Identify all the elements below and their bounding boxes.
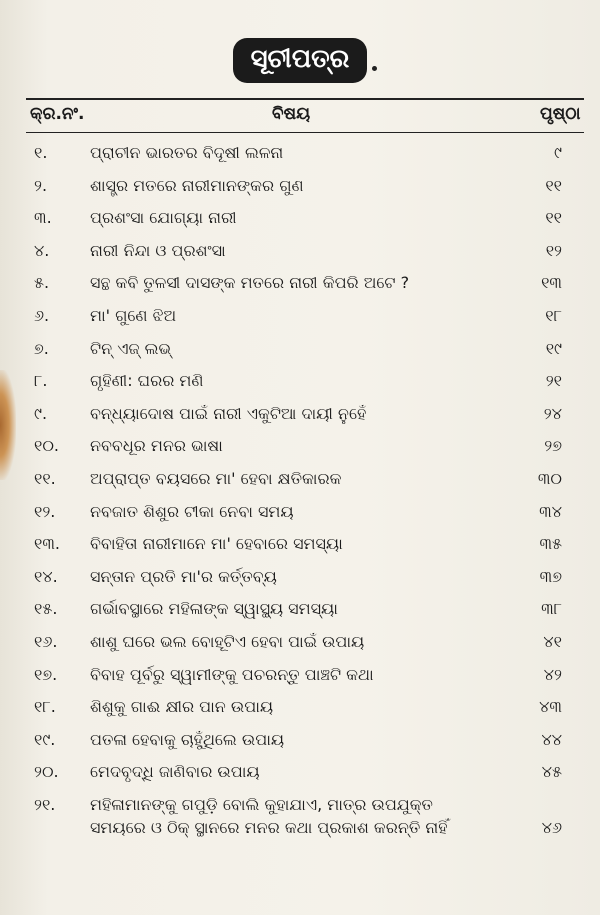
row-subject: ସନ୍ତାନ ପ୍ରତି ମା'ର କର୍ତ୍ତବ୍ୟ <box>90 566 277 586</box>
row-number: ୨୧. <box>34 795 56 814</box>
row-subject: ଅପ୍ରାପ୍ତ ବୟସରେ ମା' ହେବା କ୍ଷତିକାରକ <box>90 469 342 488</box>
table-row <box>0 436 600 468</box>
header-rule <box>26 132 584 133</box>
row-number: ୯. <box>34 403 48 423</box>
row-subject: ଗୃହିଣୀ: ଘରର ମଣି <box>90 371 204 391</box>
row-page: ୧୩ <box>541 273 562 293</box>
row-subject: ବିବାହିତା ନାରୀମାନେ ମା' ହେବାରେ ସମସ୍ୟା <box>90 534 343 554</box>
table-row <box>0 762 600 794</box>
row-subject: ପ୍ରଶଂସା ଯୋଗ୍ୟା ନାରୀ <box>90 208 237 228</box>
row-number: ୭. <box>34 338 49 358</box>
row-subject: ଗର୍ଭାବସ୍ଥାରେ ମହିଳାଙ୍କ ସ୍ୱାସ୍ଥ୍ୟ ସମସ୍ୟା <box>90 599 338 619</box>
row-number: ୧୯. <box>34 729 56 749</box>
row-subject: ନାରୀ ନିନ୍ଦା ଓ ପ୍ରଶଂସା <box>90 240 226 260</box>
row-number: ୧୫. <box>34 599 58 619</box>
row-21-continuation: ସମୟରେ ଓ ଠିକ୍ ସ୍ଥାନରେ ମନର କଥା ପ୍ରକାଶ କରନ୍ତି ନାହିଁ <box>90 818 448 837</box>
table-row <box>0 567 600 599</box>
row-number: ୧୮. <box>34 697 56 717</box>
row-21-page: ୪୬ <box>541 818 562 837</box>
row-number: ୬. <box>34 306 50 325</box>
row-page: ୪୧ <box>543 632 562 651</box>
row-page: ୩୮ <box>541 599 562 619</box>
header-page: ପୃଷ୍ଠା <box>540 104 581 124</box>
row-subject: ଟିନ୍ ଏଜ୍ ଲଭ୍ <box>90 338 172 358</box>
row-subject: ବିବାହ ପୂର୍ବରୁ ସ୍ୱାମୀଙ୍କୁ ପଚରନ୍ତୁ ପାଞ୍ଚଟି କଥା <box>90 664 374 684</box>
row-subject: ନବବଧୂର ମନର ଭାଷା <box>90 436 223 456</box>
row-page: ୨୧ <box>545 371 562 391</box>
table-row <box>0 730 600 762</box>
row-number: ୧୬. <box>34 632 58 651</box>
title-wrap <box>0 40 600 81</box>
row-page: ୩୦ <box>537 469 562 488</box>
row-page: ୨୪ <box>543 403 562 423</box>
row-number: ୩. <box>34 208 52 228</box>
table-row <box>0 339 600 371</box>
row-subject: ମା' ଗୁଣେ ଝିଅ <box>90 306 177 325</box>
table-row <box>0 502 600 534</box>
table-row <box>0 665 600 697</box>
row-subject: ଶାସ୍ତ୍ର ମତରେ ନାରୀମାନଙ୍କର ଗୁଣ <box>90 175 304 195</box>
header-number: କ୍ର.ନଂ. <box>30 104 85 124</box>
row-page: ୯ <box>554 143 562 162</box>
row-number: ୧୦. <box>34 436 60 456</box>
row-subject: ଶାଶୁ ଘରେ ଭଲ ବୋହୂଟିଏ ହେବା ପାଇଁ ଉପାୟ <box>90 632 365 651</box>
row-page: ୪୩ <box>539 697 562 717</box>
table-row <box>0 208 600 240</box>
row-subject: ଶିଶୁକୁ ଗାଈ କ୍ଷୀର ପାନ ଉପାୟ <box>90 697 274 717</box>
row-subject: ମେଦବୃଦ୍ଧି ଜାଣିବାର ଉପାୟ <box>90 762 260 782</box>
row-subject: ନବଜାତ ଶିଶୁର ଟୀକା ନେବା ସମୟ <box>90 501 294 521</box>
row-subject: ମହିଳାମାନଙ୍କୁ ଗପୁଡ଼ି ବୋଲି କୁହାଯାଏ, ମାତ୍ର ଉପଯୁକ୍ତ <box>90 795 433 814</box>
row-number: ୧୧. <box>34 469 56 488</box>
row-page: ୨୭ <box>544 436 562 456</box>
row-page: ୪୫ <box>541 762 562 782</box>
row-page: ୪୨ <box>543 664 562 684</box>
row-number: ୧୨. <box>34 501 56 521</box>
table-row <box>0 599 600 631</box>
table-row <box>0 143 600 175</box>
table-row <box>0 273 600 305</box>
row-number: ୧୩. <box>34 534 60 554</box>
row-page: ୧୨ <box>545 240 562 260</box>
table-row <box>0 306 600 338</box>
row-number: ୨୦. <box>34 762 59 782</box>
row-page: ୧୧ <box>545 208 562 228</box>
row-subject: ପ୍ରାଚୀନ ଭାରତର ବିଦୂଷୀ ଲଳନା <box>90 143 284 162</box>
table-row <box>0 176 600 208</box>
row-number: ୧୪. <box>34 566 58 586</box>
row-number: ୧୭. <box>34 664 58 684</box>
page-title: ସୂଚୀପତ୍ର <box>235 40 366 81</box>
row-page: ୪୪ <box>541 729 562 749</box>
row-page: ୧୧ <box>545 175 562 195</box>
row-number: ୪. <box>34 240 50 260</box>
table-row <box>0 371 600 403</box>
row-page: ୩୫ <box>539 534 562 554</box>
row-subject: ପତଳା ହେବାକୁ ଚାହୁଁଥିଲେ ଉପାୟ <box>90 729 285 749</box>
row-number: ୫. <box>34 273 50 293</box>
table-row <box>0 632 600 664</box>
row-number: ୧. <box>34 143 48 162</box>
header-subject: ବିଷୟ <box>272 104 311 124</box>
table-row <box>0 469 600 501</box>
table-row <box>0 241 600 273</box>
row-subject: ସନ୍ଥ କବି ତୁଳସୀ ଦାସଙ୍କ ମତରେ ନାରୀ କିପରି ଅଟେ ? <box>90 273 410 293</box>
title-dot <box>372 66 377 71</box>
row-number: ୨. <box>34 175 48 195</box>
row-page: ୧୮ <box>545 306 562 325</box>
top-rule <box>26 98 584 100</box>
table-row <box>0 697 600 729</box>
table-row <box>0 404 600 436</box>
row-number: ୮. <box>34 371 48 391</box>
row-page: ୧୯ <box>545 338 562 358</box>
table-row <box>0 534 600 566</box>
row-page: ୩୭ <box>539 566 562 586</box>
row-page: ୩୪ <box>539 501 562 521</box>
row-subject: ବନ୍ଧ୍ୟାଦୋଷ ପାଇଁ ନାରୀ ଏକୁଟିଆ ଦାୟୀ ନୁହେଁ <box>90 403 367 423</box>
